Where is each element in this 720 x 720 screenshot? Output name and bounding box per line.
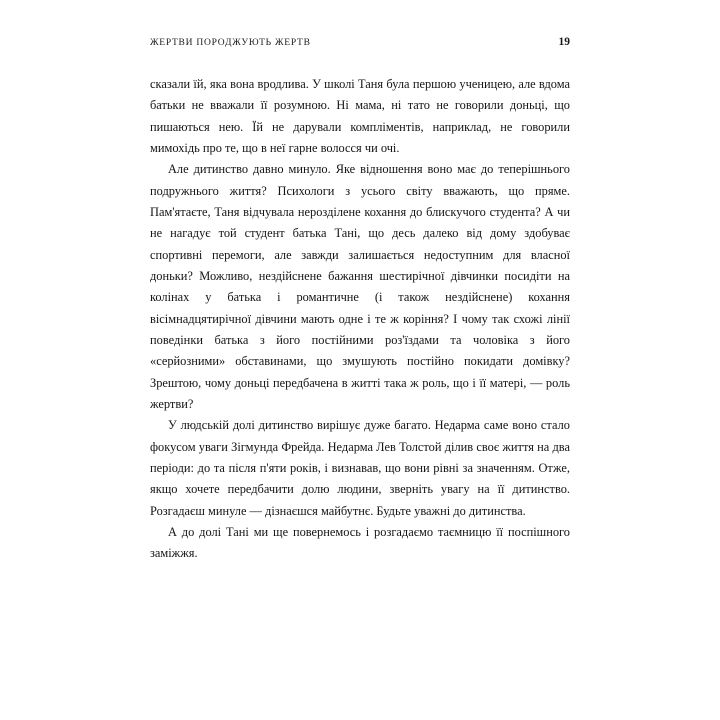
page-number: 19 — [558, 36, 570, 48]
running-head — [150, 36, 570, 48]
paragraph: Але дитинство давно минуло. Яке відношення воно має до теперішнього подружнього життя? Психологи з усього світу вважають, що пряме. Пам'ятаєте, Таня відчувала нерозділене кохання до блискучого студента? А чи не нагадує той студент батька Тані, що десь далеко від дому здобуває спортивні перемоги, але завжди залишається недоступним для власної доньки? Можливо, нездійснене бажання шестирічної дівчинки посидіти на колінах у батька і романтичне (і також нездійснене) кохання вісімнадцятирічної дівчини мають одне і те ж коріння? І чому так схожі лінії поведінки батька з його постійними роз'їздами та чоловіка з його «серйозними» обставинами, що змушують постійно покидати домівку? Зрештою, чому доньці передбачена в житті така ж роль, що і її матері, — роль жертви? — [150, 162, 570, 411]
body-text — [150, 74, 570, 565]
running-title: ЖЕРТВИ ПОРОДЖУЮТЬ ЖЕРТВ — [150, 38, 311, 48]
paragraph: сказали їй, яка вона вродлива. У школі Таня була першою ученицею, але вдома батьки не вважали її розумною. Ні мама, ні тато не говорили доньці, що пишаються нею. Їй не дарували компліментів, наприклад, не говорили мимохідь про те, що в неї гарне волосся чи очі. — [150, 77, 570, 155]
paragraph: У людській долі дитинство вирішує дуже багато. Недарма саме воно стало фокусом уваги Зігмунда Фрейда. Недарма Лев Толстой ділив своє життя на два періоди: до та після п'яти років, і визнавав, що вони рівні за значенням. Отже, якщо хочете передбачити долю людини, зверніть увагу на її дитинство. Розгадаєш минуле — дізнаєшся майбутнє. Будьте уважні до дитинства. — [150, 418, 570, 518]
paragraph: А до долі Тані ми ще повернемось і розгадаємо таємницю її поспішного заміжжя. — [150, 524, 570, 561]
